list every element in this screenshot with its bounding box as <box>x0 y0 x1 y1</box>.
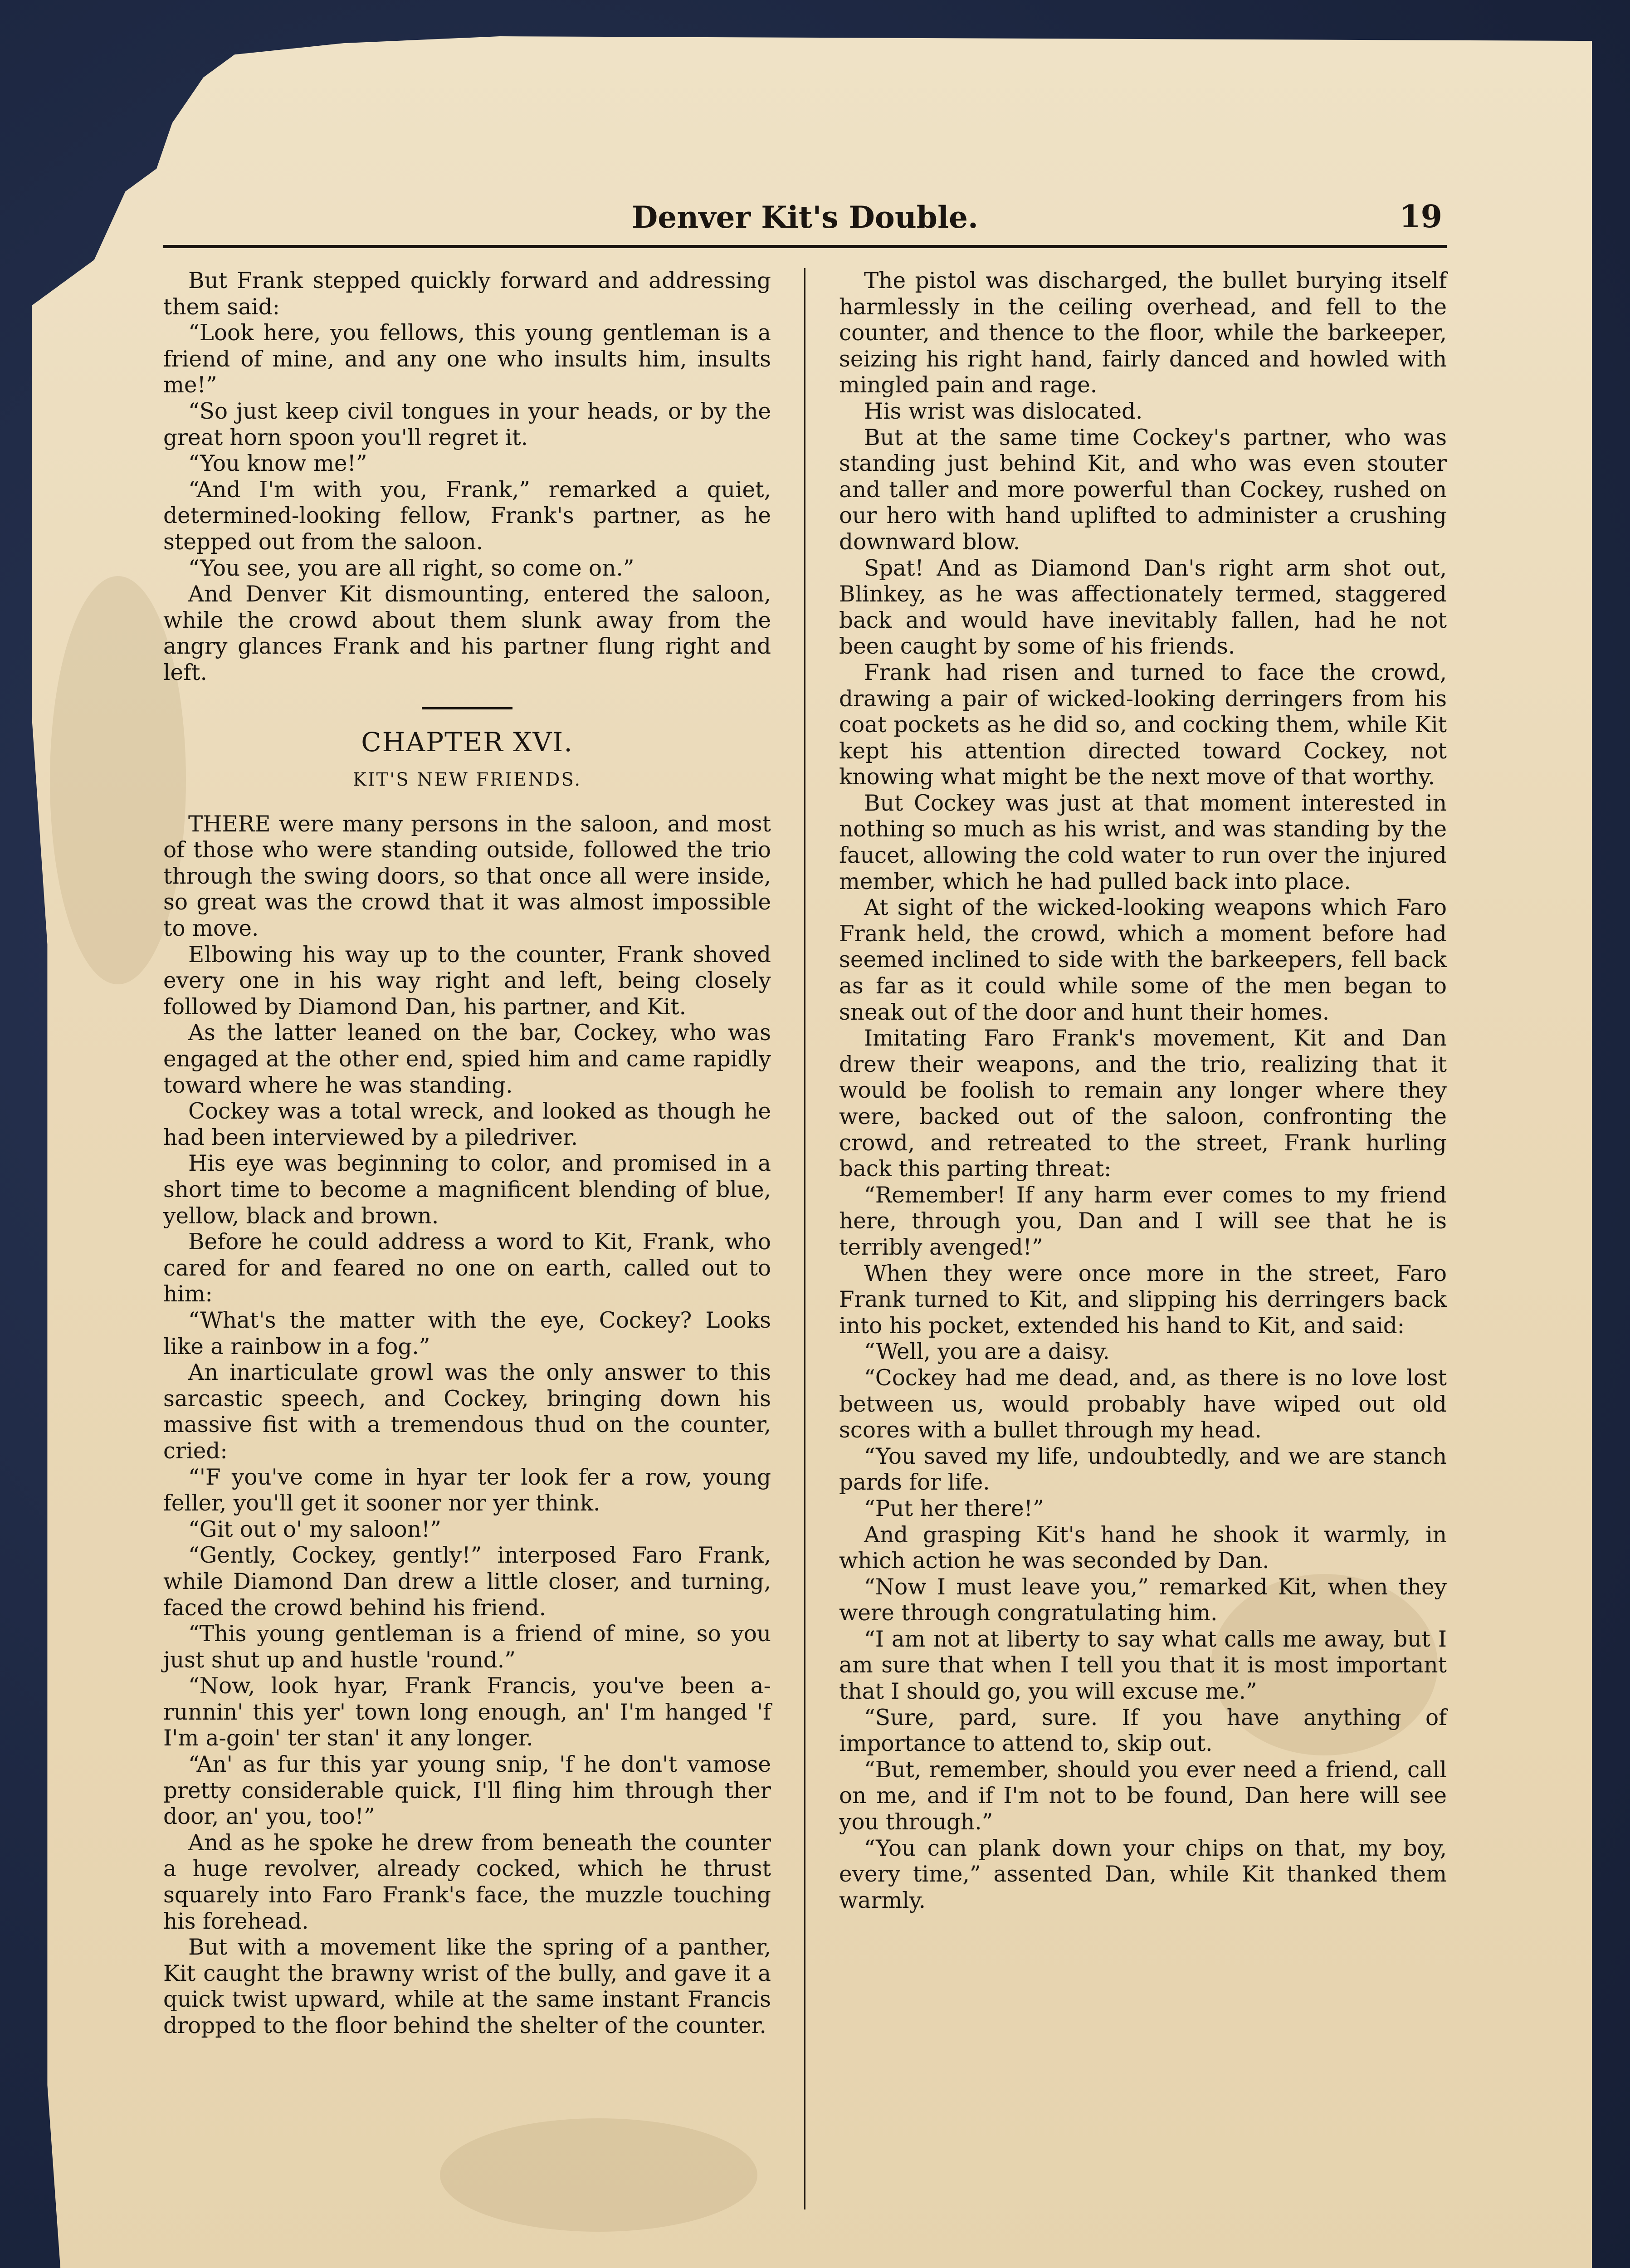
paragraph: “Put her there!” <box>864 1496 1044 1521</box>
right-column-text <box>839 268 1447 1914</box>
chapter-subtitle: KIT'S NEW FRIENDS. <box>352 769 582 791</box>
paragraph: Elbowing his way up to the counter, Frank shoved every one in his way right and left, being closely followed by Diamond Dan, his partner, and Kit. <box>163 942 771 1020</box>
paragraph: But with a movement like the spring of a panther, Kit caught the brawny wrist of the bully, and gave it a quick twist upward, while at the same instant Francis dropped to the floor behind the shelter of the counter. <box>163 1935 771 2038</box>
chapter-title: CHAPTER XVI. <box>361 726 573 758</box>
paragraph: But at the same time Cockey's partner, who was standing just behind Kit, and who was even stouter and taller and more powerful than Cockey, rushed on our hero with hand uplifted to administer a crushing downward blow. <box>839 425 1447 555</box>
page-number: 19 <box>1399 199 1442 235</box>
paragraph: “Look here, you fellows, this young gentleman is a friend of mine, and any one who insults him, insults me!” <box>163 320 771 398</box>
page-content <box>163 195 1447 2191</box>
paragraph: “But, remember, should you ever need a friend, call on me, and if I'm not to be found, Dan here will see you through.” <box>839 1757 1447 1835</box>
paragraph: His wrist was dislocated. <box>864 398 1143 424</box>
paragraph: “Sure, pard, sure. If you have anything of importance to attend to, skip out. <box>839 1705 1447 1757</box>
paragraph: THERE were many persons in the saloon, and most of those who were standing outside, followed the trio through the swing doors, so that once all were inside, so great was the crowd that it was almost impossible to move. <box>163 811 771 942</box>
running-header <box>163 195 1447 248</box>
section-rule <box>422 707 512 709</box>
column-divider <box>804 268 805 2209</box>
left-column-before-chapter <box>163 268 771 686</box>
paragraph: Imitating Faro Frank's movement, Kit and Dan drew their weapons, and the trio, realizing that it would be foolish to remain any longer where they were, backed out of the saloon, confronting the crowd, and retreated to the street, Frank hurling back this parting threat: <box>839 1026 1447 1182</box>
paragraph: “And I'm with you, Frank,” remarked a quiet, determined-looking fellow, Frank's partner, as he stepped out from the saloon. <box>163 477 771 555</box>
paragraph: “Well, you are a daisy. <box>864 1339 1110 1365</box>
text-columns <box>163 268 1447 2039</box>
paragraph: “I am not at liberty to say what calls me away, but I am sure that when I tell you that it is most important that I should go, you will excuse me.” <box>839 1626 1447 1705</box>
paragraph: An inarticulate growl was the only answer to this sarcastic speech, and Cockey, bringing down his massive fist with a tremendous thud on the counter, cried: <box>163 1360 771 1464</box>
paragraph: “You can plank down your chips on that, my boy, every time,” assented Dan, while Kit thanked them warmly. <box>839 1835 1447 1913</box>
paragraph: And as he spoke he drew from beneath the counter a huge revolver, already cocked, which he thrust squarely into Faro Frank's face, the muzzle touching his forehead. <box>163 1830 771 1934</box>
paragraph: “An' as fur this yar young snip, 'f he don't vamose pretty considerable quick, I'll fling him through ther door, an' you, too!” <box>163 1752 771 1830</box>
paragraph: His eye was beginning to color, and promised in a short time to become a magnificent blending of blue, yellow, black and brown. <box>163 1151 771 1229</box>
paragraph: But Frank stepped quickly forward and addressing them said: <box>163 268 771 320</box>
paragraph: As the latter leaned on the bar, Cockey, who was engaged at the other end, spied him and came rapidly toward where he was standing. <box>163 1020 771 1098</box>
left-column-chapter-text <box>163 811 771 2039</box>
paragraph: “Cockey had me dead, and, as there is no love lost between us, would probably have wiped out old scores with a bullet through my head. <box>839 1365 1447 1443</box>
paragraph: “So just keep civil tongues in your heads, or by the great horn spoon you'll regret it. <box>163 398 771 450</box>
paragraph: “Remember! If any harm ever comes to my friend here, through you, Dan and I will see that he is terribly avenged!” <box>839 1182 1447 1260</box>
paragraph: “You saved my life, undoubtedly, and we are stanch pards for life. <box>839 1443 1447 1496</box>
left-column <box>163 268 771 2039</box>
paragraph: Spat! And as Diamond Dan's right arm shot out, Blinkey, as he was affectionately termed, staggered back and would have inevitably fallen, had he not been caught by some of his friends. <box>839 555 1447 660</box>
header-title: Denver Kit's Double. <box>632 200 978 235</box>
paragraph: “This young gentleman is a friend of mine, so you just shut up and hustle 'round.” <box>163 1621 771 1673</box>
paragraph: “Git out o' my saloon!” <box>188 1516 442 1542</box>
paragraph: “'F you've come in hyar ter look fer a row, young feller, you'll get it sooner nor yer think. <box>163 1464 771 1516</box>
paragraph: And Denver Kit dismounting, entered the saloon, while the crowd about them slunk away from the angry glances Frank and his partner flung right and left. <box>163 582 771 685</box>
paragraph: Cockey was a total wreck, and looked as though he had been interviewed by a piledriver. <box>163 1099 771 1150</box>
paragraph: But Cockey was just at that moment interested in nothing so much as his wrist, and was standing by the faucet, allowing the cold water to run over the injured member, which he had pulled back into place. <box>839 790 1447 894</box>
paragraph: “You know me!” <box>188 451 367 477</box>
paragraph: “Gently, Cockey, gently!” interposed Faro Frank, while Diamond Dan drew a little closer, and turning, faced the crowd behind his friend. <box>163 1543 771 1621</box>
paragraph: At sight of the wicked-looking weapons which Faro Frank held, the crowd, which a moment before had seemed inclined to side with the barkeepers, fell back as far as it could while some of the men began to sneak out of the door and hunt their homes. <box>839 895 1447 1025</box>
paragraph: And grasping Kit's hand he shook it warmly, in which action he was seconded by Dan. <box>839 1522 1447 1574</box>
paragraph: The pistol was discharged, the bullet burying itself harmlessly in the ceiling overhead, and fell to the counter, and thence to the floor, while the barkeeper, seizing his right hand, fairly danced and howled with mingled pain and rage. <box>839 268 1447 398</box>
right-column <box>839 268 1447 2039</box>
paragraph: Frank had risen and turned to face the crowd, drawing a pair of wicked-looking derringers from his coat pockets as he did so, and cocking them, while Kit kept his attention directed toward Cockey, not knowing what might be the next move of that worthy. <box>839 660 1447 790</box>
paragraph: “Now, look hyar, Frank Francis, you've been a-runnin' this yer' town long enough, an' I'm hanged 'f I'm a-goin' ter stan' it any longer. <box>163 1673 771 1751</box>
paragraph: “You see, you are all right, so come on.” <box>188 555 634 581</box>
paragraph: “What's the matter with the eye, Cockey? Looks like a rainbow in a fog.” <box>163 1307 771 1359</box>
paragraph: Before he could address a word to Kit, Frank, who cared for and feared no one on earth, called out to him: <box>163 1229 771 1307</box>
paragraph: When they were once more in the street, Faro Frank turned to Kit, and slipping his derringers back into his pocket, extended his hand to Kit, and said: <box>839 1261 1447 1339</box>
paragraph: “Now I must leave you,” remarked Kit, when they were through congratulating him. <box>839 1574 1447 1626</box>
